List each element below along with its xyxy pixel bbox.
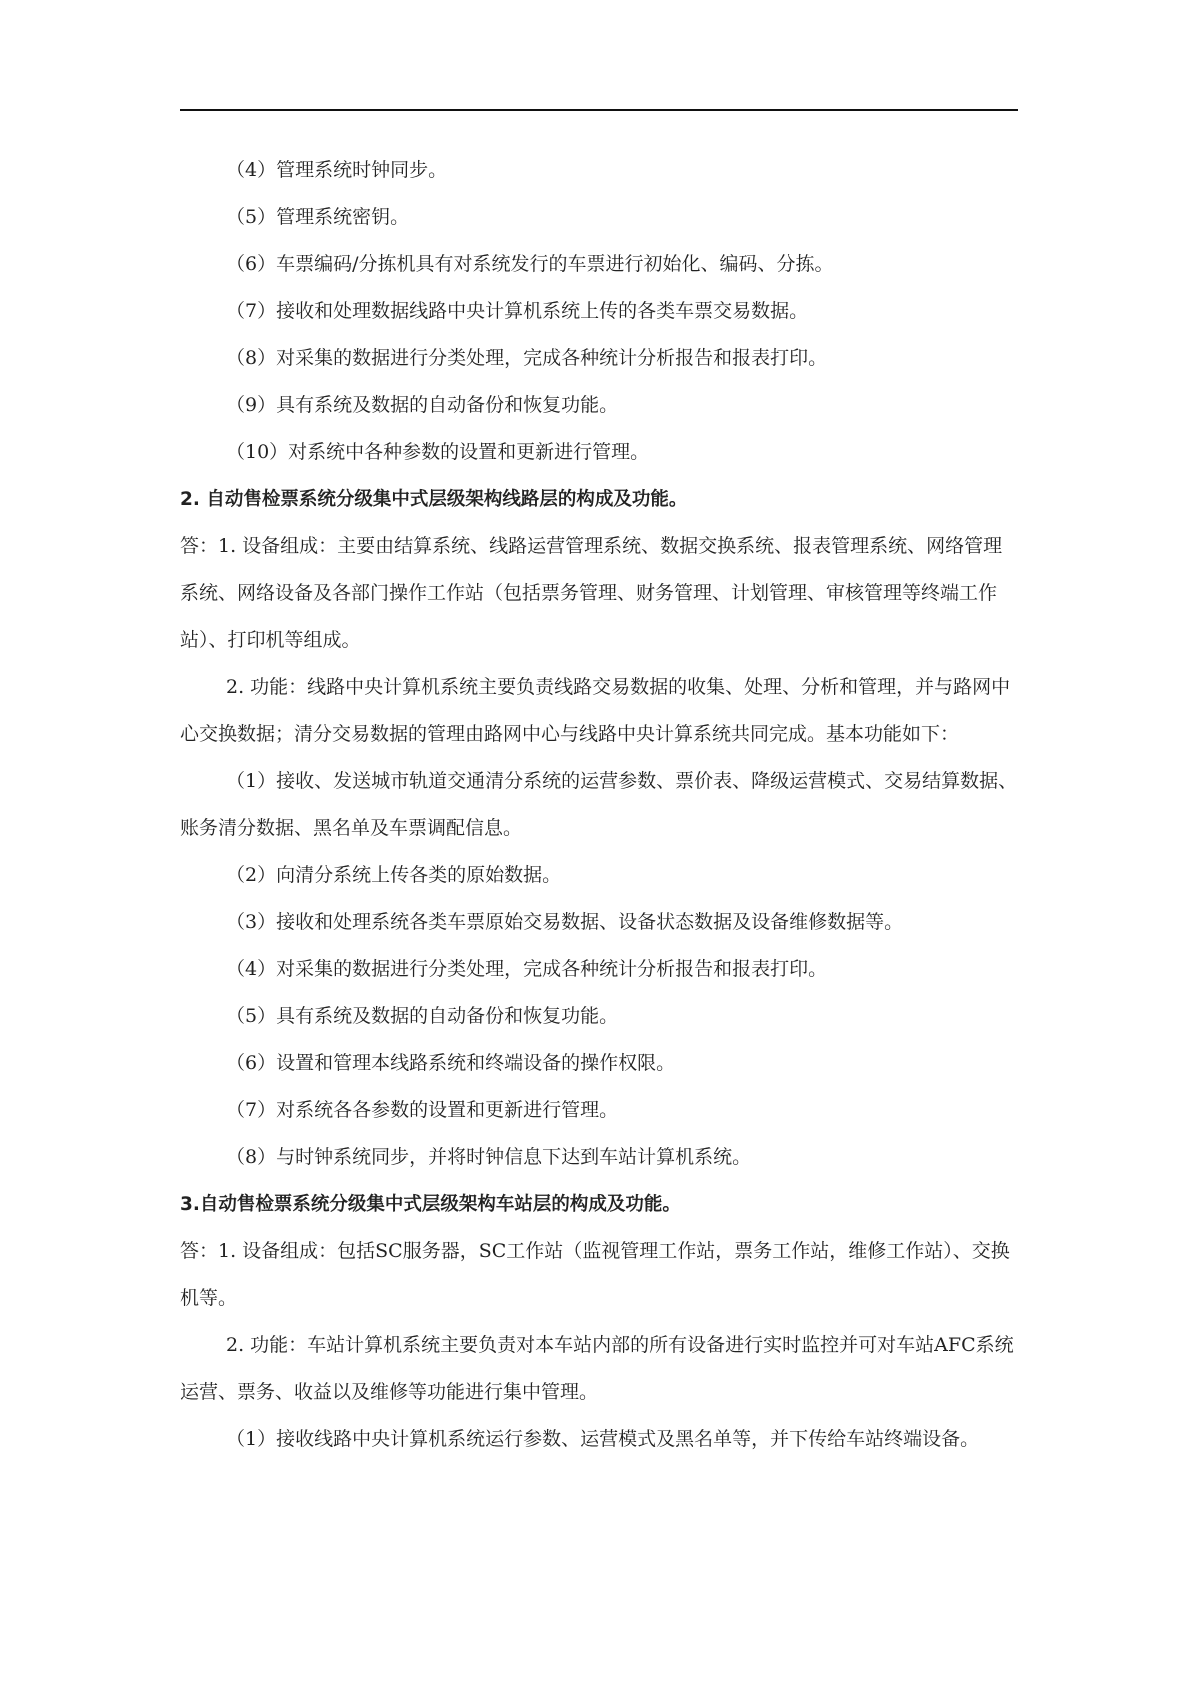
- header-rule: [180, 109, 1018, 111]
- list-item: （6）设置和管理本线路系统和终端设备的操作权限。: [226, 1052, 676, 1074]
- list-item: （1）接收、发送城市轨道交通清分系统的运营参数、票价表、降级运营模式、交易结算数据、账务清分数据、黑名单及车票调配信息。: [180, 770, 1018, 839]
- section-heading: 3.自动售检票系统分级集中式层级架构车站层的构成及功能。: [180, 1194, 681, 1215]
- list-item: （8）与时钟系统同步，并将时钟信息下达到车站计算机系统。: [226, 1146, 752, 1168]
- list-item: （10）对系统中各种参数的设置和更新进行管理。: [226, 441, 650, 463]
- section-heading: 2. 自动售检票系统分级集中式层级架构线路层的构成及功能。: [180, 489, 688, 510]
- list-item: （5）具有系统及数据的自动备份和恢复功能。: [226, 1005, 619, 1027]
- list-item: （5）管理系统密钥。: [226, 206, 410, 228]
- list-item: （2）向清分系统上传各类的原始数据。: [226, 864, 562, 886]
- list-item: （1）接收线路中央计算机系统运行参数、运营模式及黑名单等，并下传给车站终端设备。: [226, 1428, 980, 1450]
- list-item: （3）接收和处理系统各类车票原始交易数据、设备状态数据及设备维修数据等。: [226, 911, 904, 933]
- function-paragraph: 2. 功能：线路中央计算机系统主要负责线路交易数据的收集、处理、分析和管理，并与路网中心交换数据；清分交易数据的管理由路网中心与线路中央计算系统共同完成。基本功能如下：: [180, 676, 1011, 745]
- list-item: （7）接收和处理数据线路中央计算机系统上传的各类车票交易数据。: [226, 300, 809, 322]
- list-item: （4）管理系统时钟同步。: [226, 159, 448, 181]
- answer-paragraph: 答：1. 设备组成：主要由结算系统、线路运营管理系统、数据交换系统、报表管理系统、网络管理系统、网络设备及各部门操作工作站（包括票务管理、财务管理、计划管理、审核管理等终端工作站）、打印机等组成。: [180, 535, 1003, 651]
- list-item: （7）对系统各各参数的设置和更新进行管理。: [226, 1099, 619, 1121]
- document-body: [180, 147, 1018, 1463]
- list-item: （8）对采集的数据进行分类处理，完成各种统计分析报告和报表打印。: [226, 347, 828, 369]
- function-paragraph: 2. 功能：车站计算机系统主要负责对本车站内部的所有设备进行实时监控并可对车站AFC系统运营、票务、收益以及维修等功能进行集中管理。: [180, 1334, 1014, 1403]
- answer-paragraph: 答：1. 设备组成：包括SC服务器，SC工作站（监视管理工作站，票务工作站，维修工作站）、交换机等。: [180, 1240, 1010, 1309]
- list-item: （9）具有系统及数据的自动备份和恢复功能。: [226, 394, 619, 416]
- list-item: （4）对采集的数据进行分类处理，完成各种统计分析报告和报表打印。: [226, 958, 828, 980]
- list-item: （6）车票编码/分拣机具有对系统发行的车票进行初始化、编码、分拣。: [226, 253, 834, 275]
